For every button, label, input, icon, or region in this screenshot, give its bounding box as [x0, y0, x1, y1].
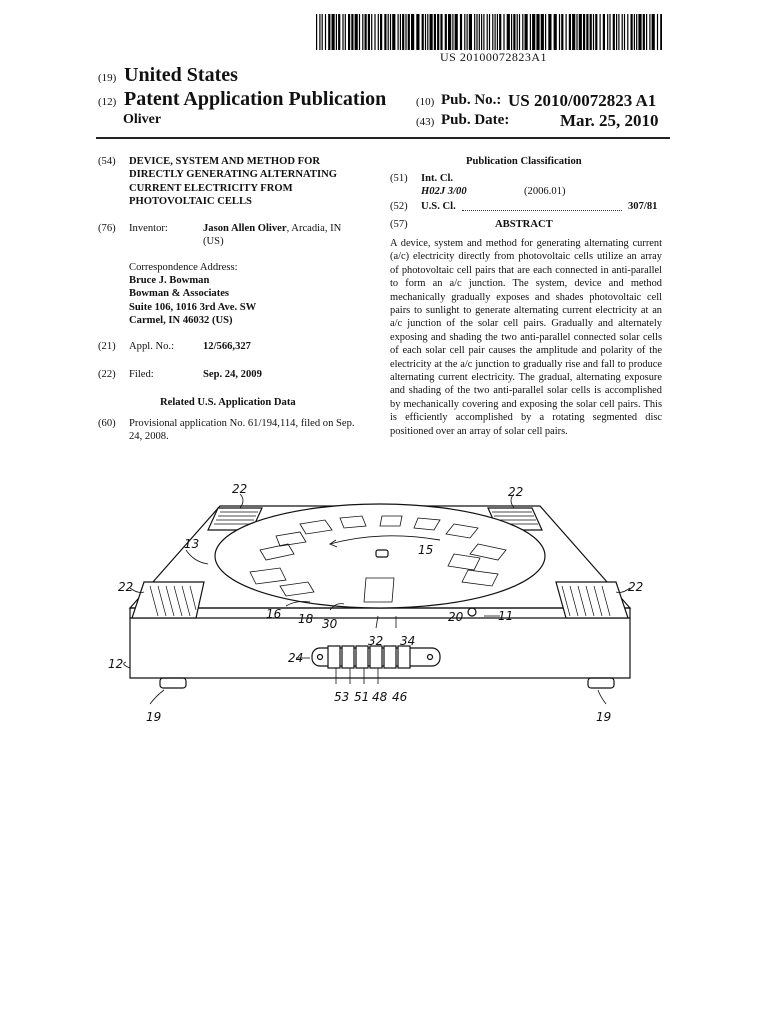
- barcode-bar: [365, 14, 367, 50]
- barcode-bar: [448, 14, 451, 50]
- uscl-value: 307/81: [628, 201, 658, 212]
- abstract-text: A device, system and method for generating alternating current (a/c) electricity directly from photovoltaic cells utilize an array of photovoltaic cell pairs that are each connected in anti-parallel to form an a/c junction. The system, device and method mechanically gradually exposes and shades photovoltaic cell pairs to sunlight to generate alternating current electricity at an a/c junction of the solar cell pairs. Gradually and alternately exposing and shading the two anti-parallel connected solar cells of each solar cell pair causes the amplitude and polarity of the electricity at the a/c junction to gradually rise and fall to produce alternating current electricity. The gradual, alternating exposure and shading of the two anti-parallel solar cells is accomplished by mechanically covering and exposing the solar cell pairs. This is efficiently accomplished by a rotating segmented disc positioned over an array of solar cell pairs.: [390, 238, 662, 437]
- barcode-bar: [440, 14, 442, 50]
- barcode-bar: [613, 14, 615, 50]
- label-32: 32: [368, 634, 384, 648]
- label-22-right: 22: [628, 580, 644, 594]
- barcode-bar: [569, 14, 571, 50]
- label-13: 13: [184, 537, 200, 551]
- barcode-bar: [511, 14, 512, 50]
- uscl-code: (52): [390, 201, 408, 212]
- barcode-bar: [402, 14, 404, 50]
- barcode-bar: [476, 14, 477, 50]
- solar-panel-front-left: [132, 582, 204, 618]
- barcode-bar: [646, 14, 647, 50]
- abstract-code: (57): [390, 219, 408, 230]
- barcode-bar: [348, 14, 350, 50]
- intcl-class: H02J 3/00: [421, 186, 467, 197]
- related-heading: Related U.S. Application Data: [160, 397, 296, 408]
- barcode-bar: [576, 14, 577, 50]
- barcode-bar: [554, 14, 557, 50]
- foot-right: [588, 678, 614, 688]
- uscl-leader: [462, 210, 622, 211]
- barcode-bar: [559, 14, 560, 50]
- pubno-code: (10): [416, 96, 435, 108]
- barcode-bar: [336, 14, 337, 50]
- barcode-bar: [541, 14, 544, 50]
- barcode-bar: [408, 14, 410, 50]
- barcode-bar: [600, 14, 601, 50]
- solar-panel-front-right: [556, 582, 628, 618]
- label-24: 24: [288, 651, 304, 665]
- barcode-bar: [398, 14, 399, 50]
- barcode-bar: [492, 14, 493, 50]
- barcode-bar: [638, 14, 641, 50]
- barcode-bar: [517, 14, 518, 50]
- barcode-bar: [660, 14, 662, 50]
- barcode-bar: [536, 14, 539, 50]
- barcode-bar: [430, 14, 433, 50]
- barcode-bar: [455, 14, 458, 50]
- barcode-bar: [445, 14, 447, 50]
- filed-code: (22): [98, 369, 116, 380]
- provisional-application: Provisional application No. 61/194,114, filed on Sep. 24, 2008.: [129, 418, 355, 443]
- barcode-bar: [362, 14, 363, 50]
- inventor-code: (76): [98, 223, 116, 234]
- barcode-bar: [495, 14, 496, 50]
- barcode-bar: [590, 14, 592, 50]
- barcode-bar: [603, 14, 605, 50]
- barcode-bar: [405, 14, 406, 50]
- barcode-bar: [649, 14, 650, 50]
- barcode-bar: [583, 14, 585, 50]
- barcode-bar: [325, 14, 326, 50]
- barcode-bar: [489, 14, 490, 50]
- label-15: 15: [418, 543, 434, 557]
- barcode-bar: [595, 14, 597, 50]
- label-22-left: 22: [118, 580, 134, 594]
- barcode-bar: [411, 14, 414, 50]
- barcode-bar: [497, 14, 498, 50]
- label-48: 48: [372, 690, 388, 704]
- barcode-bar: [319, 14, 320, 50]
- barcode-bar: [460, 14, 462, 50]
- appl-code: (21): [98, 341, 116, 352]
- intcl-year: (2006.01): [524, 186, 566, 197]
- barcode-bar: [618, 14, 619, 50]
- barcode-bar: [513, 14, 515, 50]
- intcl-label: Int. Cl.: [421, 173, 454, 184]
- label-51: 51: [354, 690, 370, 704]
- filed-label: Filed:: [129, 369, 154, 380]
- label-20: 20: [448, 610, 464, 624]
- barcode-bar: [390, 14, 391, 50]
- barcode-bar: [332, 14, 335, 50]
- barcode-bar: [519, 14, 520, 50]
- label-22-top-left: 22: [232, 482, 248, 496]
- barcode-bar: [634, 14, 635, 50]
- invention-title: DEVICE, SYSTEM AND METHOD FOR DIRECTLY GENERATING ALTERNATING CURRENT ELECTRICITY FROM PHOTOVOLTAIC CELLS: [129, 156, 338, 207]
- barcode-bar: [322, 14, 323, 50]
- header-rule: [96, 137, 670, 139]
- appl-label: Appl. No.:: [129, 341, 175, 352]
- barcode-bar: [427, 14, 428, 50]
- barcode-bar: [503, 14, 504, 50]
- barcode-bar: [593, 14, 594, 50]
- publication-type: Patent Application Publication: [124, 88, 387, 110]
- pubtype-code: (12): [98, 96, 117, 108]
- label-16: 16: [266, 607, 282, 621]
- label-22-top-right: 22: [508, 485, 524, 499]
- barcode-bar: [374, 14, 375, 50]
- barcode-bar: [380, 14, 382, 50]
- pubdate-value: Mar. 25, 2010: [560, 111, 659, 130]
- barcode-bar: [434, 14, 436, 50]
- barcode-bar: [622, 14, 623, 50]
- filed-date: Sep. 24, 2009: [203, 369, 262, 380]
- barcode-bar: [481, 14, 482, 50]
- country: United States: [124, 64, 238, 86]
- pub-class-heading: Publication Classification: [466, 156, 582, 167]
- barcode-bar: [371, 14, 372, 50]
- correspondence-label: Correspondence Address:: [129, 262, 238, 273]
- barcode-bar: [464, 14, 465, 50]
- barcode-bar: [627, 14, 628, 50]
- barcode-bar: [607, 14, 608, 50]
- country-code: (19): [98, 72, 117, 84]
- barcode-bar: [359, 14, 360, 50]
- intcl-code: (51): [390, 173, 408, 184]
- label-19-left: 19: [146, 710, 162, 724]
- label-30: 30: [322, 617, 338, 631]
- barcode-bar: [400, 14, 401, 50]
- barcode-bar: [636, 14, 637, 50]
- inventor-label: Inventor:: [129, 223, 168, 234]
- barcode-bar: [351, 14, 353, 50]
- barcode: [316, 14, 662, 50]
- barcode-bar: [545, 14, 546, 50]
- barcode-bar: [631, 14, 633, 50]
- barcode-bar: [566, 14, 567, 50]
- barcode-bar: [657, 14, 658, 50]
- prov-code: (60): [98, 418, 116, 429]
- barcode-bar: [316, 14, 317, 50]
- label-46: 46: [392, 690, 408, 704]
- barcode-bar: [479, 14, 480, 50]
- inventor-info: Jason Allen Oliver, Arcadia, IN (US): [203, 223, 342, 248]
- barcode-bar: [579, 14, 582, 50]
- barcode-bar: [338, 14, 340, 50]
- barcode-bar: [342, 14, 343, 50]
- label-34: 34: [400, 634, 416, 648]
- foot-left: [160, 678, 186, 688]
- barcode-bar: [643, 14, 645, 50]
- pubno-label: Pub. No.:: [441, 92, 502, 108]
- barcode-bar: [416, 14, 419, 50]
- label-18: 18: [298, 612, 314, 626]
- barcode-bar: [437, 14, 439, 50]
- barcode-bar: [452, 14, 453, 50]
- barcode-bar: [532, 14, 535, 50]
- label-12: 12: [108, 657, 124, 671]
- barcode-bar: [469, 14, 472, 50]
- appl-number: 12/566,327: [203, 341, 251, 352]
- barcode-bar: [609, 14, 610, 50]
- pubdate-label: Pub. Date:: [441, 112, 510, 128]
- uscl-label: U.S. Cl.: [421, 201, 456, 212]
- barcode-bar: [572, 14, 575, 50]
- barcode-bar: [388, 14, 389, 50]
- barcode-bar: [586, 14, 588, 50]
- barcode-bar: [530, 14, 531, 50]
- barcode-bar: [384, 14, 386, 50]
- terminal-block: [312, 646, 440, 668]
- barcode-bar: [483, 14, 484, 50]
- barcode-bar: [487, 14, 488, 50]
- correspondence-address: Bruce J. Bowman Bowman & Associates Suite 106, 1016 3rd Ave. SW Carmel, IN 46032 (US): [129, 275, 257, 326]
- barcode-bar: [616, 14, 617, 50]
- barcode-bar: [474, 14, 475, 50]
- pubdate-code: (43): [416, 116, 435, 128]
- barcode-bar: [328, 14, 330, 50]
- barcode-bar: [561, 14, 563, 50]
- barcode-bar: [652, 14, 655, 50]
- pubno-value: US 2010/0072823 A1: [508, 91, 657, 110]
- barcode-bar: [467, 14, 468, 50]
- inventor-surname: Oliver: [123, 112, 162, 127]
- barcode-bar: [522, 14, 523, 50]
- title-code: (54): [98, 156, 116, 167]
- barcode-bar: [355, 14, 358, 50]
- barcode-bar: [624, 14, 625, 50]
- barcode-bar: [378, 14, 379, 50]
- barcode-bar: [345, 14, 346, 50]
- label-11: 11: [498, 609, 514, 623]
- barcode-bar: [422, 14, 424, 50]
- barcode-bar: [507, 14, 510, 50]
- barcode-number: US 20100072823A1: [440, 50, 548, 64]
- barcode-bar: [425, 14, 426, 50]
- label-53: 53: [334, 690, 350, 704]
- barcode-bar: [392, 14, 395, 50]
- abstract-heading: ABSTRACT: [495, 219, 553, 230]
- barcode-bar: [368, 14, 370, 50]
- base-front: [130, 608, 630, 618]
- barcode-bar: [525, 14, 528, 50]
- label-19-right: 19: [596, 710, 612, 724]
- motor-knob: [468, 608, 476, 616]
- barcode-bar: [548, 14, 551, 50]
- barcode-bar: [499, 14, 501, 50]
